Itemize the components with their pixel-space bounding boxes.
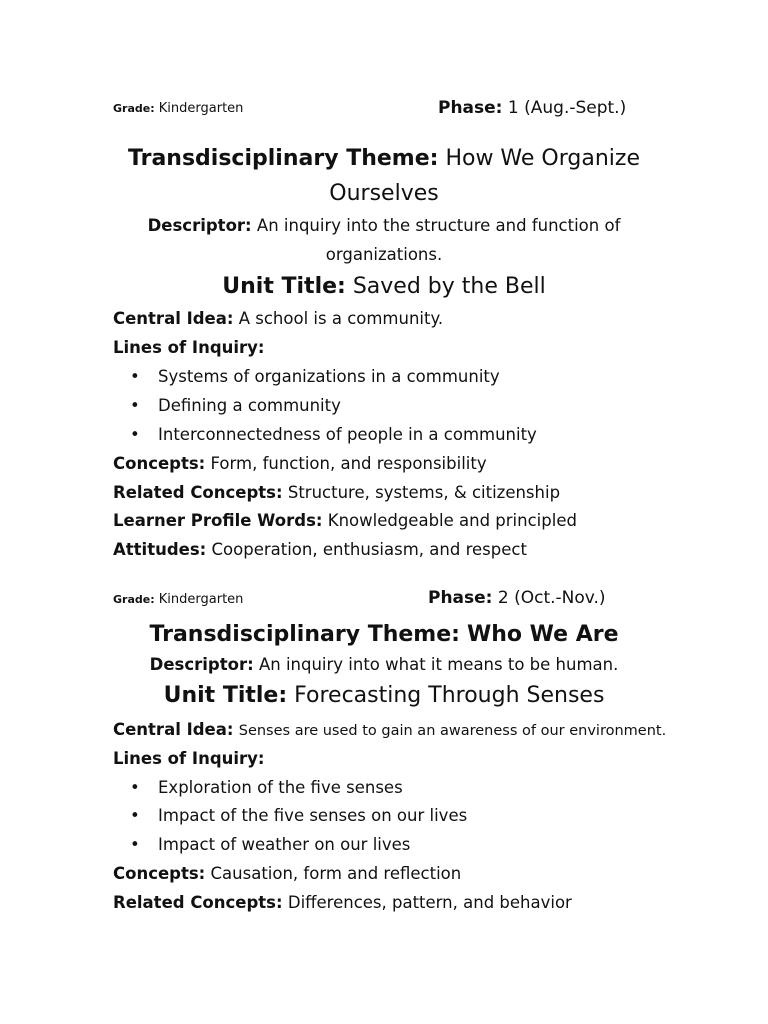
unit-title: [0, 274, 768, 299]
concepts-value: Causation, form and reflection: [210, 864, 462, 883]
phase-label: Phase:: [428, 588, 493, 608]
central-idea: [113, 720, 666, 739]
unit-title-label: Unit Title:: [222, 274, 346, 299]
theme-label: Transdisciplinary Theme:: [149, 622, 460, 647]
bullet-icon: •: [130, 425, 140, 444]
list-item-text: Defining a community: [158, 396, 341, 415]
unit-title-value: Forecasting Through Senses: [294, 683, 605, 708]
grade-value: Kindergarten: [158, 101, 244, 116]
list-item-text: Interconnectedness of people in a community: [158, 425, 537, 444]
attitudes-label: Attitudes:: [113, 540, 207, 559]
bullet-icon: •: [130, 835, 140, 854]
list-item-text: Impact of weather on our lives: [158, 835, 411, 854]
learner-profile-value: Knowledgeable and principled: [327, 511, 577, 530]
bullet-icon: •: [130, 396, 140, 415]
phase-label: Phase:: [438, 98, 503, 118]
phase-value: 2 (Oct.-Nov.): [497, 588, 606, 608]
related-concepts: [113, 893, 572, 912]
bullet-icon: •: [130, 367, 140, 386]
descriptor-continued: [0, 240, 768, 269]
lines-of-inquiry-heading: [113, 338, 265, 357]
list-item-text: Systems of organizations in a community: [158, 367, 500, 386]
list-item: [130, 396, 341, 415]
grade-label: Grade:: [113, 593, 155, 606]
list-item-text: Impact of the five senses on our lives: [158, 806, 468, 825]
descriptor-value: An inquiry into the structure and function of: [256, 216, 621, 235]
descriptor: [0, 211, 768, 240]
lines-of-inquiry-label: Lines of Inquiry:: [113, 338, 265, 357]
central-idea-label: Central Idea:: [113, 309, 234, 328]
descriptor-value: An inquiry into what it means to be human.: [258, 655, 619, 674]
learner-profile-label: Learner Profile Words:: [113, 511, 323, 530]
concepts-label: Concepts:: [113, 454, 206, 473]
central-idea-value: A school is a community.: [238, 309, 444, 328]
concepts-value: Form, function, and responsibility: [210, 454, 487, 473]
theme-heading: [0, 617, 768, 652]
list-item: [130, 778, 403, 797]
lines-of-inquiry-heading: [113, 749, 265, 768]
central-idea-value: Senses are used to gain an awareness of our environment.: [238, 723, 667, 739]
theme-heading-continued: [0, 176, 768, 211]
theme-value: How We Organize: [445, 146, 640, 171]
theme-value: Who We Are: [466, 622, 619, 647]
central-idea-label: Central Idea:: [113, 720, 234, 739]
grade-line: [113, 592, 243, 607]
related-concepts-value: Structure, systems, & citizenship: [287, 483, 561, 502]
unit-title-value: Saved by the Bell: [352, 274, 546, 299]
list-item: [130, 835, 410, 854]
phase-line: [438, 98, 626, 118]
grade-value: Kindergarten: [158, 592, 244, 607]
related-concepts-value: Differences, pattern, and behavior: [287, 893, 572, 912]
list-item: [130, 425, 537, 444]
theme-label: Transdisciplinary Theme:: [128, 146, 439, 171]
list-item-text: Exploration of the five senses: [158, 778, 403, 797]
theme-value-continued: Ourselves: [329, 181, 439, 206]
concepts-label: Concepts:: [113, 864, 206, 883]
descriptor-label: Descriptor:: [149, 655, 254, 674]
concepts: [113, 864, 461, 883]
related-concepts-label: Related Concepts:: [113, 483, 283, 502]
descriptor: [0, 650, 768, 679]
attitudes-value: Cooperation, enthusiasm, and respect: [211, 540, 527, 559]
grade-line: [113, 101, 243, 116]
list-item: [130, 367, 500, 386]
grade-label: Grade:: [113, 102, 155, 115]
bullet-icon: •: [130, 778, 140, 797]
phase-value: 1 (Aug.-Sept.): [507, 98, 627, 118]
central-idea: [113, 309, 443, 328]
concepts: [113, 454, 487, 473]
descriptor-label: Descriptor:: [147, 216, 252, 235]
unit-title: [0, 683, 768, 708]
related-concepts-label: Related Concepts:: [113, 893, 283, 912]
lines-of-inquiry-label: Lines of Inquiry:: [113, 749, 265, 768]
list-item: [130, 806, 467, 825]
theme-heading: [0, 141, 768, 176]
descriptor-value-continued: organizations.: [325, 245, 443, 264]
bullet-icon: •: [130, 806, 140, 825]
related-concepts: [113, 483, 560, 502]
unit-title-label: Unit Title:: [163, 683, 288, 708]
learner-profile: [113, 511, 577, 530]
attitudes: [113, 540, 527, 559]
phase-line: [428, 588, 606, 608]
